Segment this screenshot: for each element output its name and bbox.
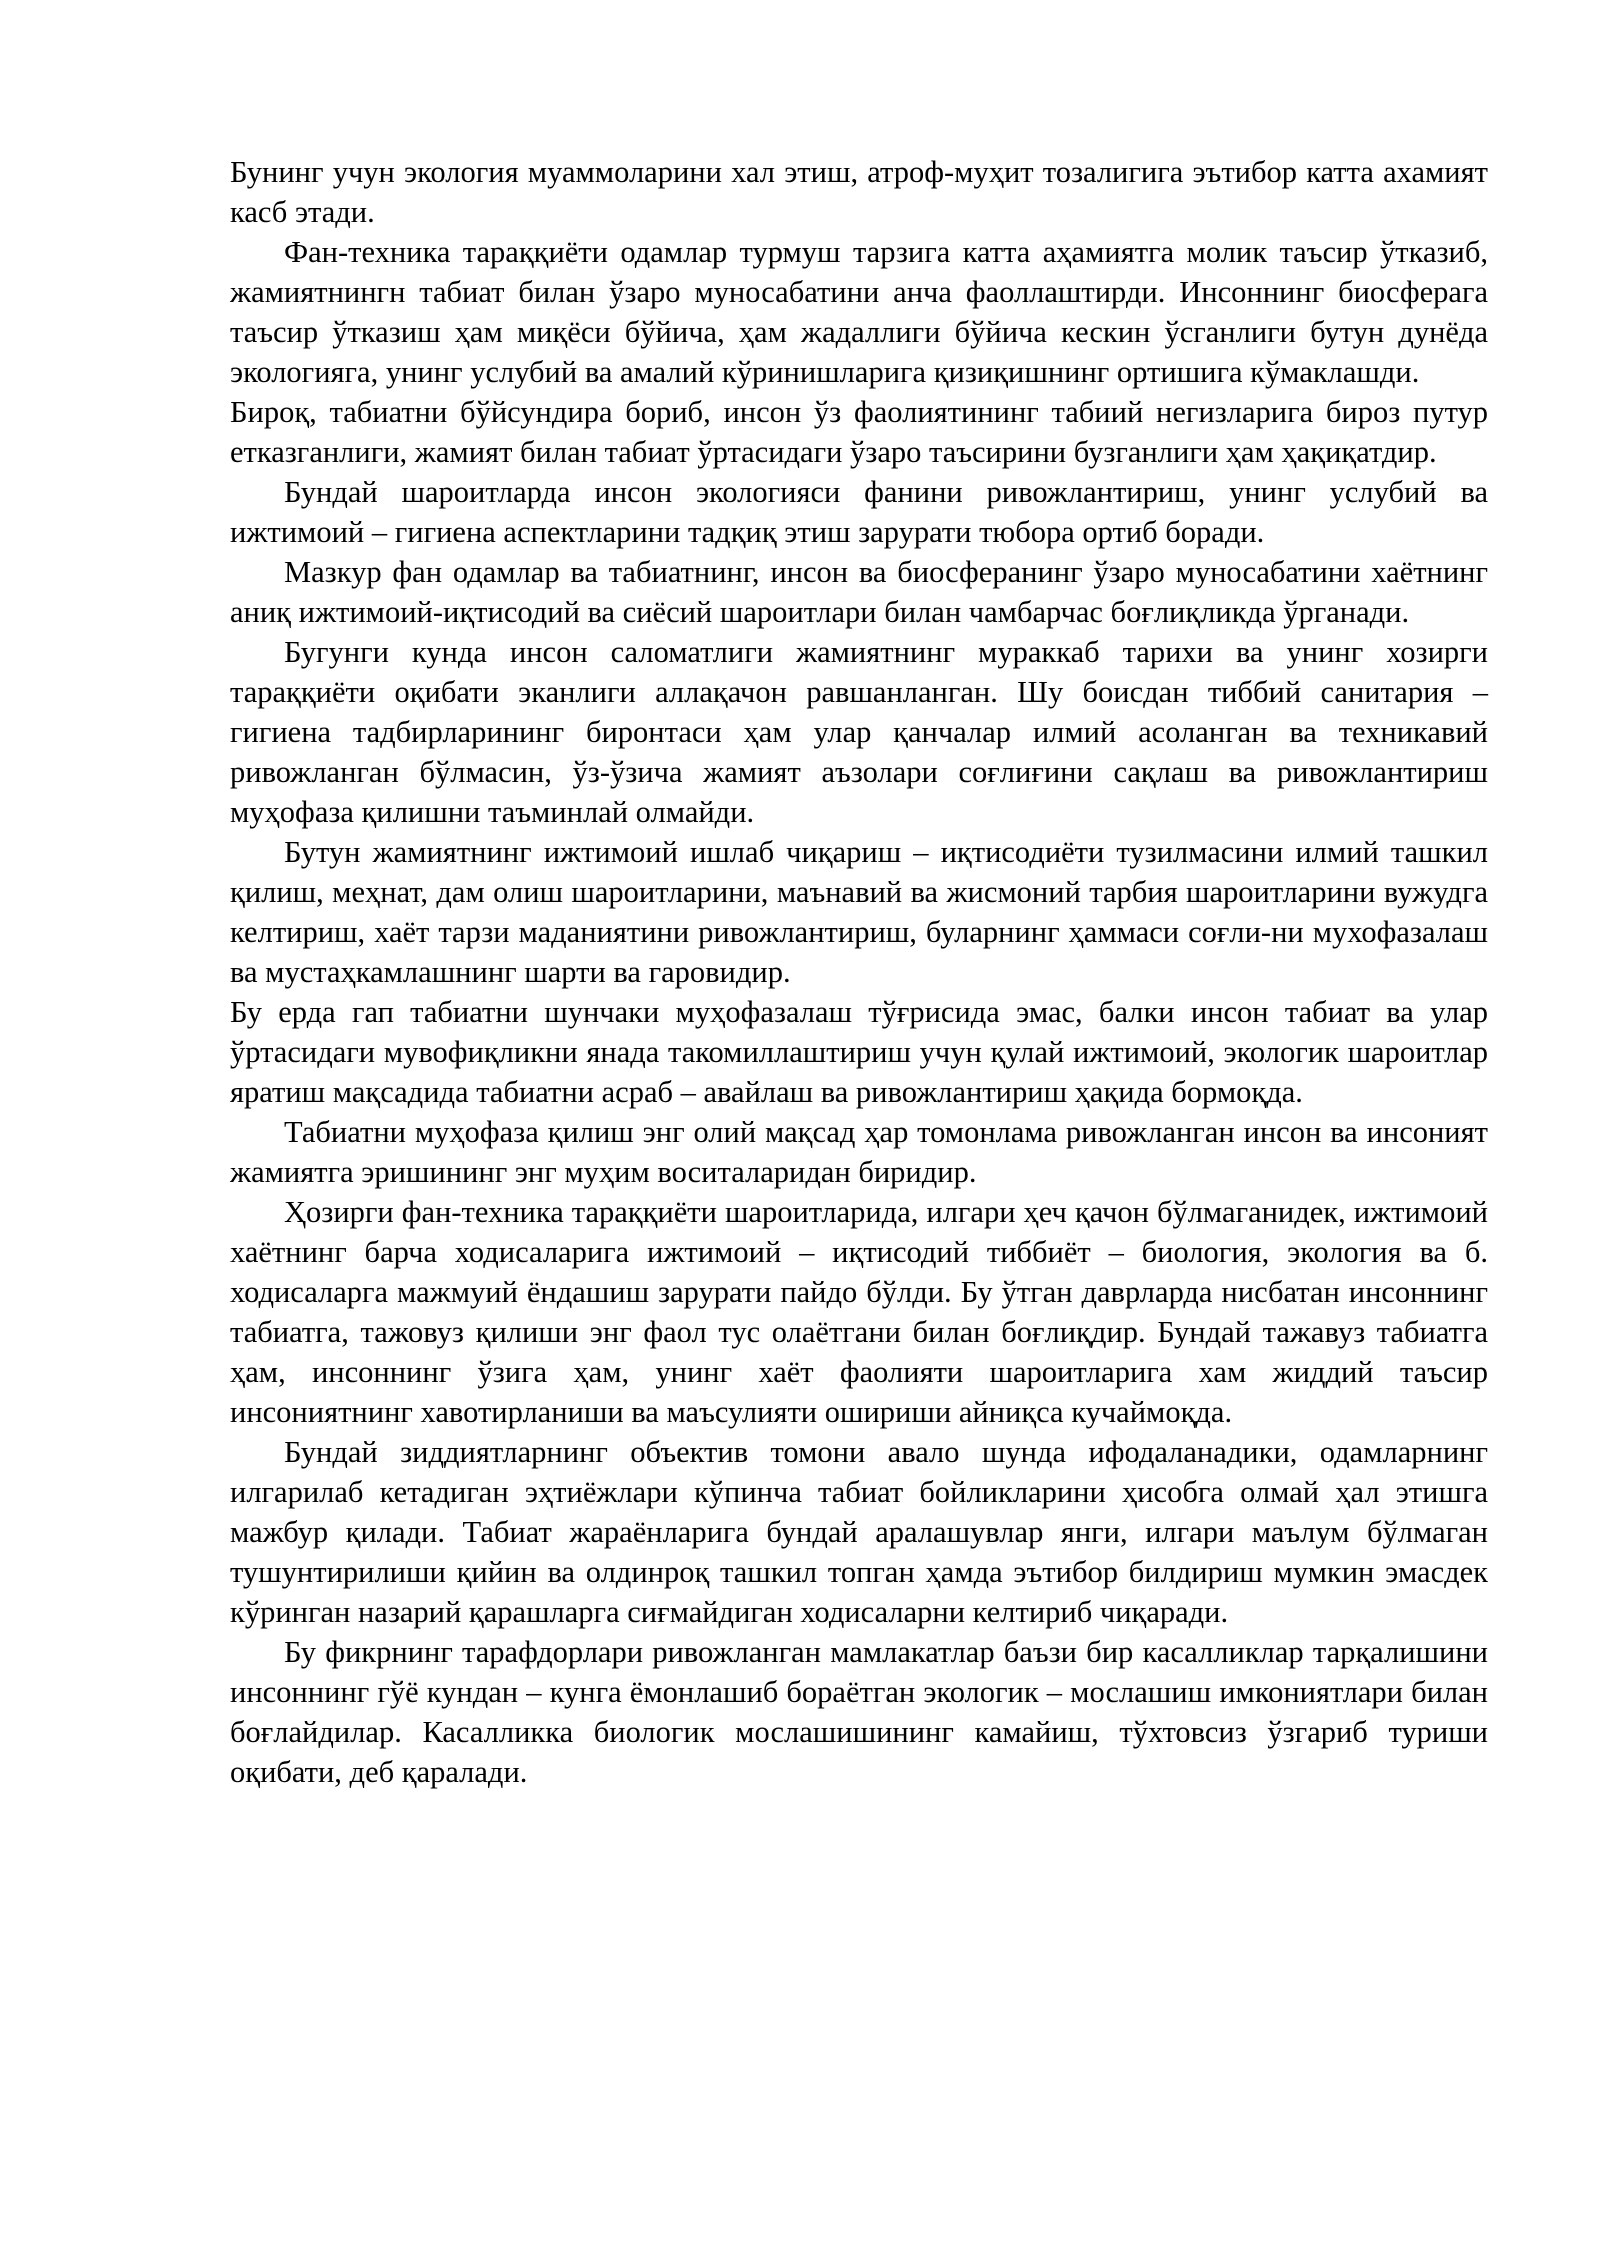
paragraph: Бундай зиддиятларнинг объектив томони авало шунда ифодаланадики, одамларнинг илгарилаб кетадиган эҳтиёжлари кўпинча табиат бойликларини ҳисобга олмай ҳал этишга мажбур қилади. Табиат жараёнларига бундай аралашувлар янги, илгари маълум бўлмаган тушунтирилиши қийин ва олдинроқ ташкил топган ҳамда эътибор билдириш мумкин эмасдек кўринган назарий қарашларга сиғмайдиган ходисаларни келтириб чиқаради. — [230, 1435, 1488, 1629]
paragraph: Бундай шароитларда инсон экологияси фанини ривожлантириш, унинг услубий ва ижтимоий – гигиена аспектларини тадқиқ этиш зарурати тюбора ортиб боради. — [230, 475, 1488, 549]
paragraph: Ҳозирги фан-техника тараққиёти шароитларида, илгари ҳеч қачон бўлмаганидек, ижтимоий хаётнинг барча ходисаларига ижтимоий – иқтисодий тиббиёт – биология, экология ва б. ходисаларга мажмуий ёндашиш зарурати пайдо бўлди. Бу ўтган даврларда нисбатан инсоннинг табиатга, тажовуз қилиши энг фаол тус олаётгани билан боғлиқдир. Бундай тажавуз табиатга ҳам, инсоннинг ўзига ҳам, унинг хаёт фаолияти шароитларига хам жиддий таъсир инсониятнинг хавотирланиши ва маъсулияти ошириши айниқса кучаймоқда. — [230, 1195, 1488, 1429]
paragraph: Бироқ, табиатни бўйсундира бориб, инсон ўз фаолиятининг табиий негизларига бироз путур етказганлиги, жамият билан табиат ўртасидаги ўзаро таъсирини бузганлиги ҳам ҳақиқатдир. — [230, 395, 1488, 469]
paragraph: Фан-техника тараққиёти одамлар турмуш тарзига катта аҳамиятга молик таъсир ўтказиб, жамиятнингн табиат билан ўзаро муносабатини анча фаоллаштирди. Инсоннинг биосферага таъсир ўтказиш ҳам миқёси бўйича, ҳам жадаллиги бўйича кескин ўсганлиги бутун дунёда экологияга, унинг услубий ва амалий кўринишларига қизиқишнинг ортишига кўмаклашди. — [230, 235, 1488, 389]
paragraph: Бунинг учун экология муаммоларини хал этиш, атроф-муҳит тозалигига эътибор катта ахамият касб этади. — [230, 155, 1488, 229]
paragraph: Мазкур фан одамлар ва табиатнинг, инсон ва биосферанинг ўзаро муносабатини хаётнинг аниқ ижтимоий-иқтисодий ва сиёсий шароитлари билан чамбарчас боғлиқликда ўрганади. — [230, 555, 1488, 629]
paragraph: Бугунги кунда инсон саломатлиги жамиятнинг мураккаб тарихи ва унинг хозирги тараққиёти оқибати эканлиги аллақачон равшанланган. Шу боисдан тиббий санитария – гигиена тадбирларининг биронтаси ҳам улар қанчалар илмий асоланган ва техникавий ривожланган бўлмасин, ўз-ўзича жамият аъзолари соғлиғини сақлаш ва ривожлантириш муҳофаза қилишни таъминлай олмайди. — [230, 635, 1488, 829]
paragraph: Бу фикрнинг тарафдорлари ривожланган мамлакатлар баъзи бир касалликлар тарқалишини инсоннинг гўё кундан – кунга ёмонлашиб бораётган экологик – мослашиш имкониятлари билан боғлайдилар. Касалликка биологик мослашишининг камайиш, тўхтовсиз ўзгариб туриши оқибати, деб қаралади. — [230, 1635, 1488, 1789]
paragraph: Бу ерда гап табиатни шунчаки муҳофазалаш тўғрисида эмас, балки инсон табиат ва улар ўртасидаги мувофиқликни янада такомиллаштириш учун қулай ижтимоий, экологик шароитлар яратиш мақсадида табиатни асраб – авайлаш ва ривожлантириш ҳақида бормоқда. — [230, 995, 1488, 1109]
paragraph: Табиатни муҳофаза қилиш энг олий мақсад ҳар томонлама ривожланган инсон ва инсоният жамиятга эришининг энг муҳим воситаларидан биридир. — [230, 1115, 1488, 1189]
paragraph: Бутун жамиятнинг ижтимоий ишлаб чиқариш – иқтисодиёти тузилмасини илмий ташкил қилиш, меҳнат, дам олиш шароитларини, маънавий ва жисмоний тарбия шароитларини вужудга келтириш, хаёт тарзи маданиятини ривожлантириш, буларнинг ҳаммаси соғли-ни мухофазалаш ва мустаҳкамлашнинг шарти ва гаровидир. — [230, 835, 1488, 989]
document-body — [230, 152, 1488, 1792]
